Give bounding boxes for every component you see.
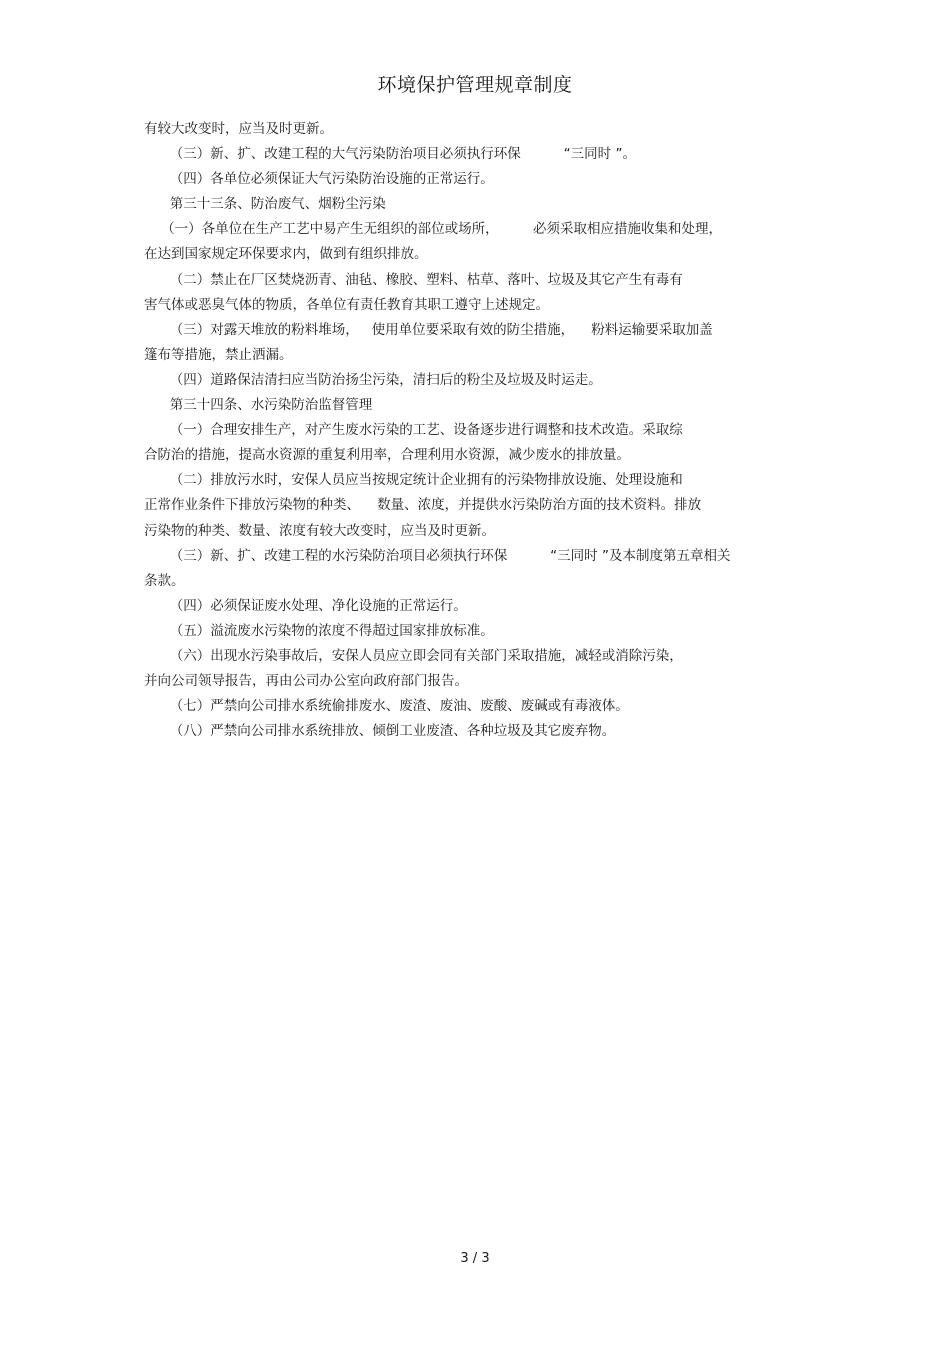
- text-line: 第三十三条、防治废气、烟粉尘污染: [144, 196, 386, 213]
- document-body: [144, 117, 804, 744]
- text-line: 并向公司领导报告，再由公司办公室向政府部门报告。: [144, 673, 468, 690]
- text-line: （一）合理安排生产，对产生废水污染的工艺、设备逐步进行调整和技术改造。采取综: [144, 422, 683, 439]
- text-line: 篷布等措施，禁止洒漏。: [144, 346, 293, 363]
- text-line: （二）排放污水时，安保人员应当按规定统计企业拥有的污染物排放设施、处理设施和: [144, 472, 683, 489]
- text-line: 正常作业条件下排放污染物的种类、 数量、浓度，并提供水污染防治方面的技术资料。排放: [144, 497, 702, 514]
- text-line: 在达到国家规定环保要求内，做到有组织排放。: [144, 246, 428, 263]
- text-line: （三）新、扩、改建工程的大气污染防治项目必须执行环保 “三同时 ”。: [144, 146, 636, 163]
- text-line: 合防治的措施，提高水资源的重复利用率，合理利用水资源，减少废水的排放量。: [144, 447, 630, 464]
- text-line: （五）溢流废水污染物的浓度不得超过国家排放标准。: [144, 622, 494, 639]
- text-line: 第三十四条、水污染防治监督管理: [144, 397, 373, 414]
- text-line: （三）新、扩、改建工程的水污染防治项目必须执行环保 “三同时 ”及本制度第五章相关: [144, 547, 731, 564]
- text-line: 污染物的种类、数量、浓度有较大改变时，应当及时更新。: [144, 522, 495, 539]
- page-number: 3 / 3: [460, 1251, 490, 1266]
- text-line: （一）各单位在生产工艺中易产生无组织的部位或场所， 必须采取相应措施收集和处理，: [144, 221, 722, 238]
- text-line: 害气体或恶臭气体的物质，各单位有责任教育其职工遵守上述规定。: [144, 296, 549, 313]
- text-line: （四）各单位必须保证大气污染防治设施的正常运行。: [144, 171, 494, 188]
- text-line: （八）严禁向公司排水系统排放、倾倒工业废渣、各种垃圾及其它废弃物。: [144, 723, 616, 740]
- text-line: （四）必须保证废水处理、净化设施的正常运行。: [144, 597, 467, 614]
- text-line: （二）禁止在厂区焚烧沥青、油毡、橡胶、塑料、枯草、落叶、垃圾及其它产生有毒有: [144, 271, 683, 288]
- text-line: 条款。: [144, 572, 185, 589]
- text-line: 有较大改变时，应当及时更新。: [144, 121, 333, 137]
- page-title: 环境保护管理规章制度: [377, 74, 573, 96]
- text-line: （四）道路保洁清扫应当防治扬尘污染，清扫后的粉尘及垃圾及时运走。: [144, 371, 602, 388]
- text-line: （七）严禁向公司排水系统偷排废水、废渣、废油、废酸、废碱或有毒液体。: [144, 698, 629, 715]
- text-line: （三）对露天堆放的粉料堆场， 使用单位要采取有效的防尘措施， 粉料运输要采取加盖: [144, 321, 713, 338]
- text-line: （六）出现水污染事故后，安保人员应立即会同有关部门采取措施，减轻或消除污染，: [144, 647, 683, 664]
